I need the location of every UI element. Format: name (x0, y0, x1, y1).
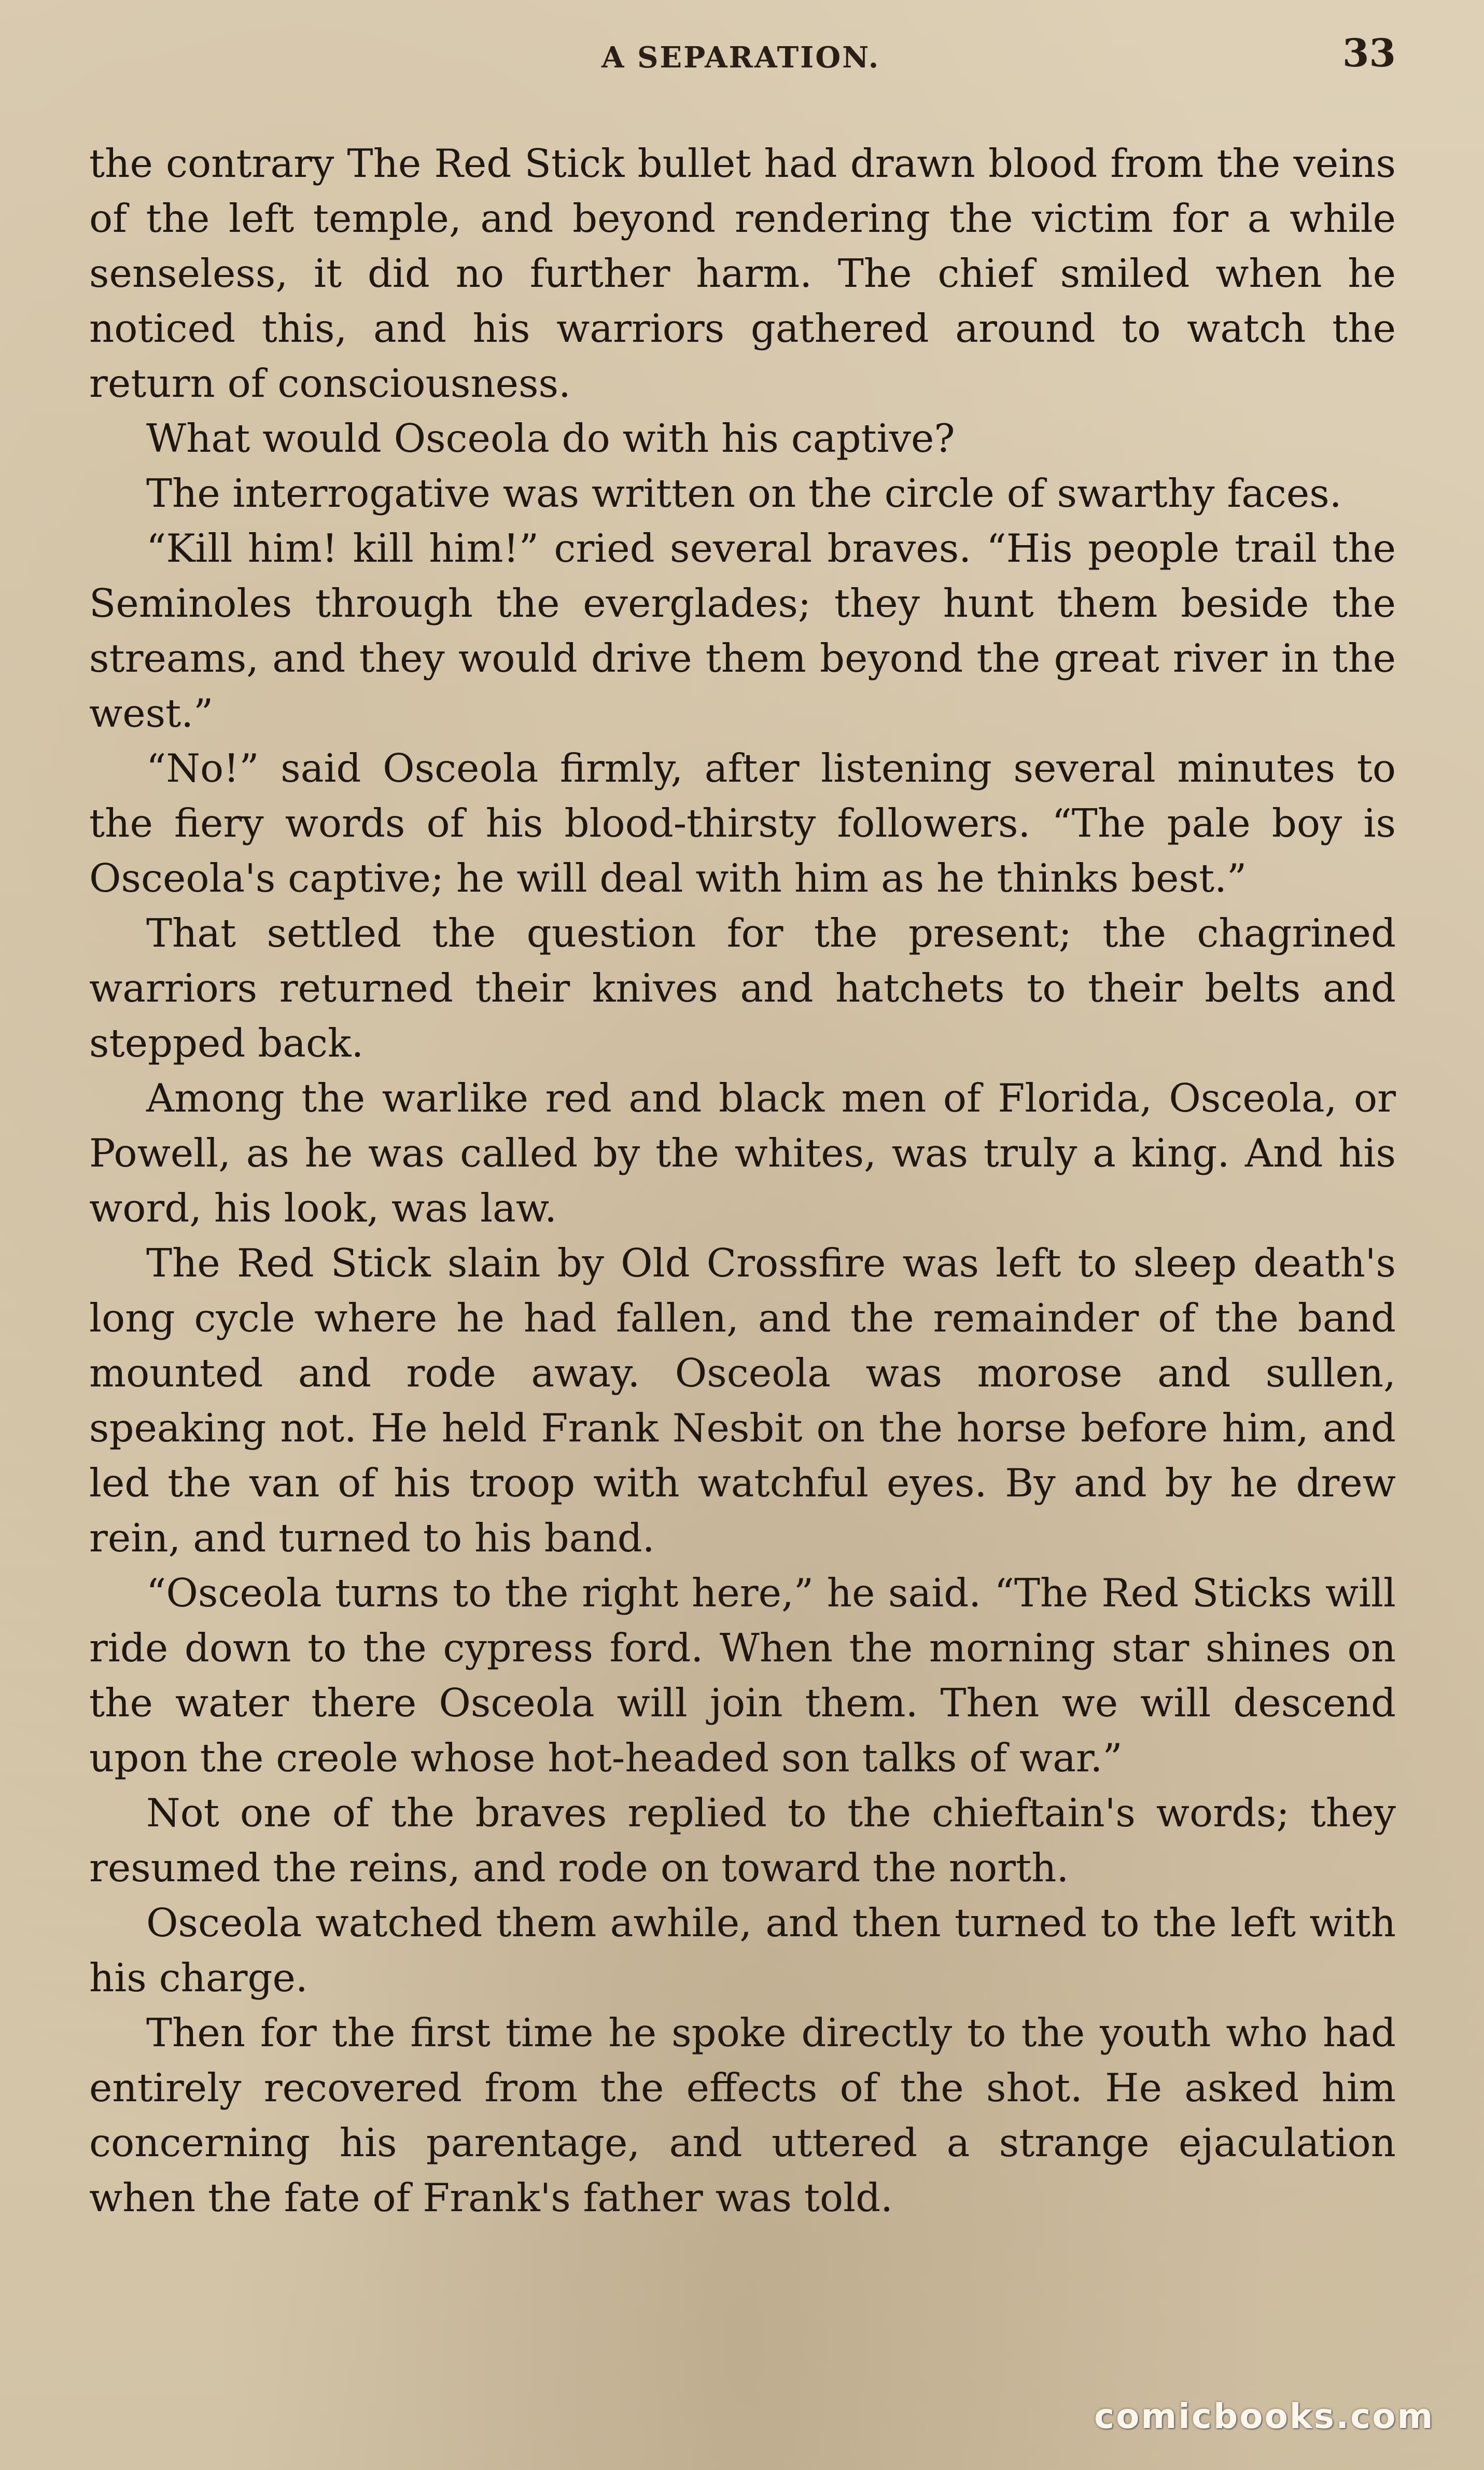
paragraph: “No!” said Osceola firmly, after listening several minutes to the fiery words of his blood-thirsty followers. “The pale boy is Osceola's captive; he will deal with him as he thinks best.” (89, 745, 1396, 901)
page-number: 33 (1342, 31, 1396, 76)
paragraph: What would Osceola do with his captive? (146, 415, 955, 461)
paragraph: “Kill him! kill him!” cried several braves. “His people trail the Seminoles through the everglades; they hunt them beside the streams, and they would drive them beyond the great river in the west.” (89, 525, 1396, 736)
watermark: comicbooks.com (1094, 2396, 1435, 2436)
paragraph: Not one of the braves replied to the chieftain's words; they resumed the reins, and rode on toward the north. (89, 1790, 1396, 1891)
paragraph: Then for the first time he spoke directly to the youth who had entirely recovered from the effects of the shot. He asked him concerning his parentage, and uttered a strange ejaculation when the fate of Frank's father was told. (89, 2010, 1396, 2221)
paragraph: the contrary The Red Stick bullet had drawn blood from the veins of the left temple, and beyond rendering the victim for a while senseless, it did no further harm. The chief smiled when he noticed this, and his warriors gathered around to watch the return of consciousness. (89, 141, 1396, 406)
paragraph: That settled the question for the present; the chagrined warriors returned their knives and hatchets to their belts and stepped back. (89, 910, 1396, 1066)
paragraph: The interrogative was written on the circle of swarthy faces. (146, 470, 1342, 516)
paragraph: “Osceola turns to the right here,” he said. “The Red Sticks will ride down to the cypress ford. When the morning star shines on the water there Osceola will join them. Then we will descend upon the creole whose hot-headed son talks of war.” (89, 1570, 1396, 1781)
paragraph: Osceola watched them awhile, and then turned to the left with his charge. (89, 1900, 1396, 2001)
paragraph: Among the warlike red and black men of Florida, Osceola, or Powell, as he was called by the whites, was truly a king. And his word, his look, was law. (89, 1075, 1396, 1231)
body-text (89, 136, 1396, 2225)
paragraph: The Red Stick slain by Old Crossfire was left to sleep death's long cycle where he had fallen, and the remainder of the band mounted and rode away. Osceola was morose and sullen, speaking not. He held Frank Nesbit on the horse before him, and led the van of his troop with watchful eyes. By and by he drew rein, and turned to his band. (89, 1240, 1396, 1561)
running-title: A SEPARATION. (601, 40, 880, 75)
